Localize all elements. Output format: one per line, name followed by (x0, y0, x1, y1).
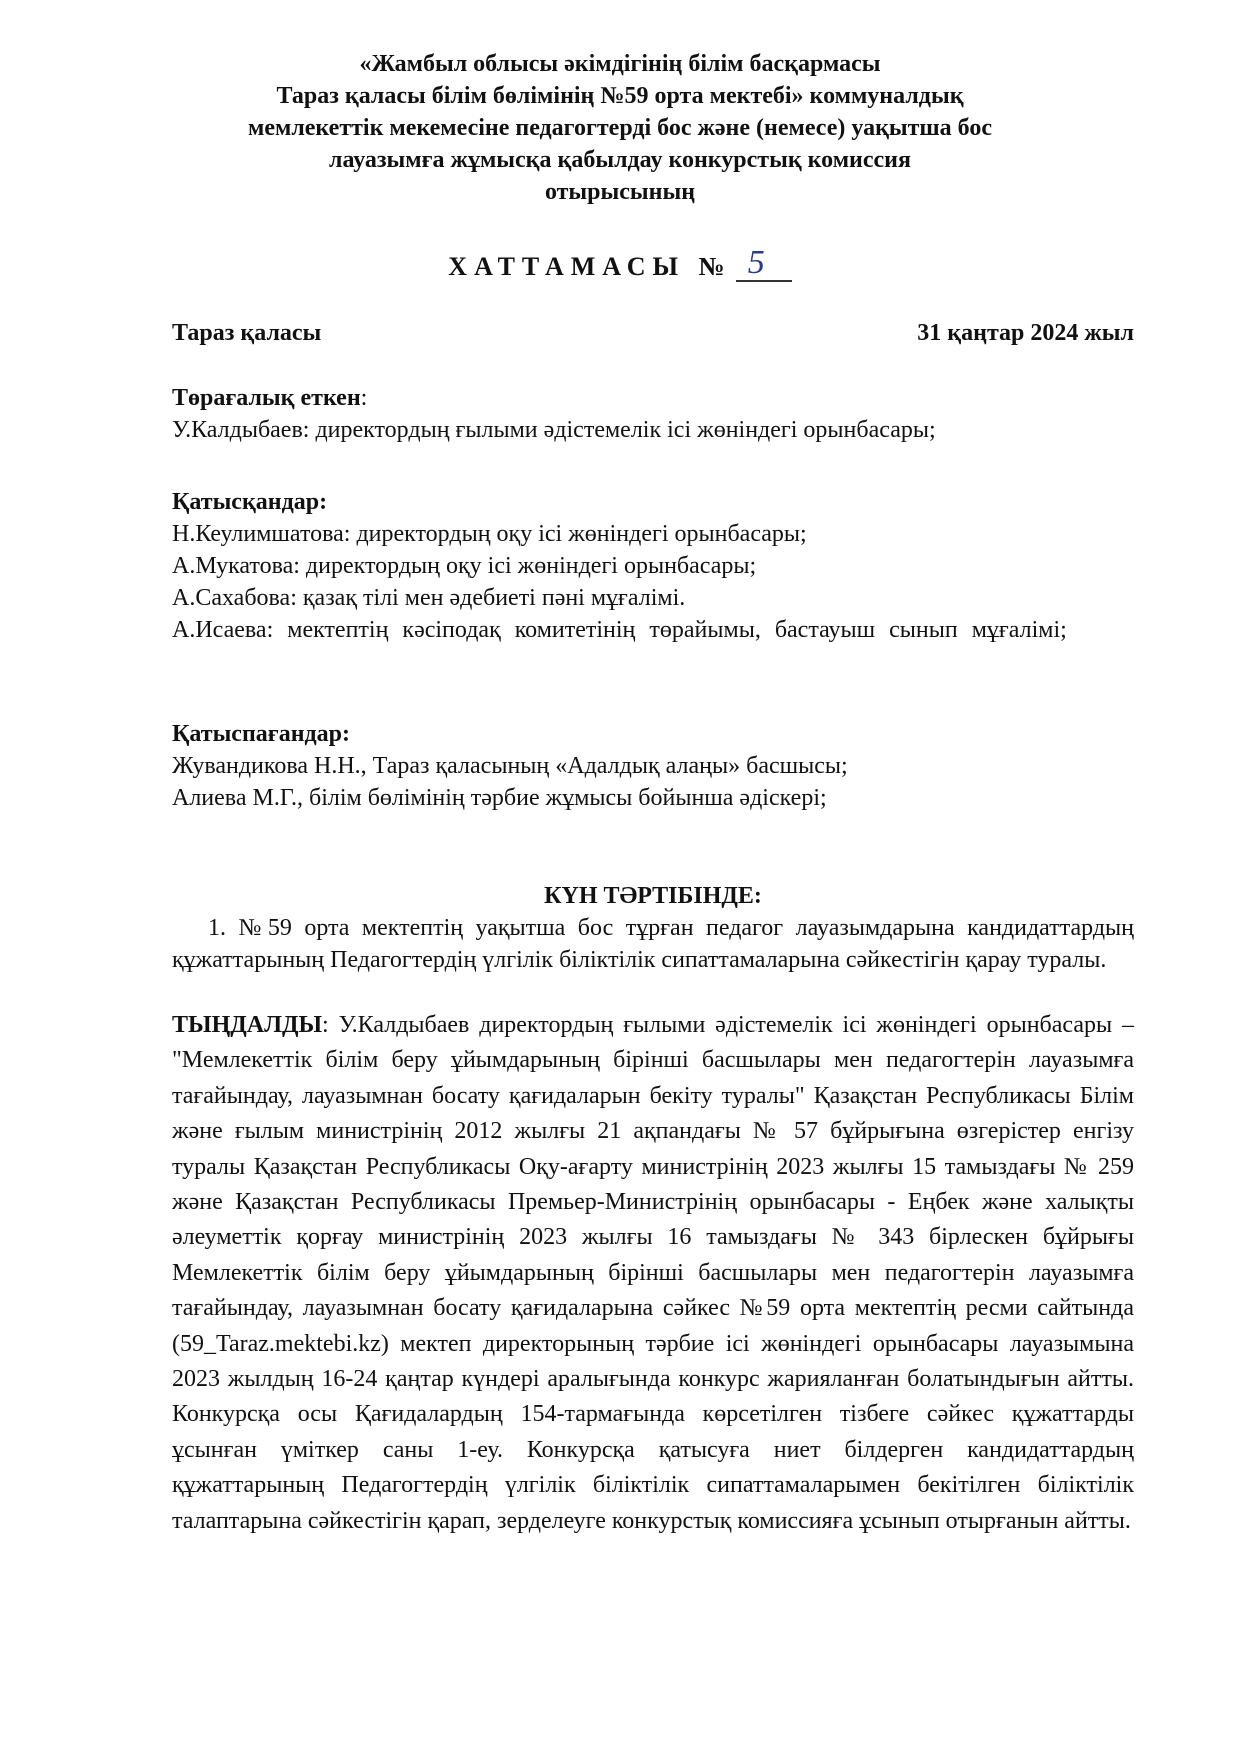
title-line: отырысының (544, 179, 696, 205)
attendee-item: А.Мукатова: директордың оқу ісі жөніндегі орынбасары; (172, 553, 757, 579)
attendee-item: А.Сахабова: қазақ тілі мен әдебиеті пәні мұғалімі. (172, 585, 686, 611)
attendee-item: Н.Кеулимшатова: директордың оқу ісі жөніндегі орынбасары; (172, 521, 807, 547)
chair-section (172, 382, 1134, 446)
title-line: «Жамбыл облысы әкімдігінің білім басқармасы (359, 51, 881, 77)
heard-colon: : (322, 1012, 329, 1038)
title-line: лауазымға жұмысқа қабылдау конкурстық комиссия (328, 147, 911, 173)
chair-colon: : (360, 385, 368, 411)
chair-heading: Төрағалық еткен (172, 385, 361, 411)
agenda-section (172, 880, 1134, 976)
chair-line: У.Калдыбаев: директордың ғылыми әдістемелік ісі жөніндегі орынбасары; (172, 417, 936, 443)
heard-label: ТЫҢДАЛДЫ (172, 1012, 323, 1038)
absent-heading: Қатыспағандар: (172, 721, 350, 747)
heard-text: У.Калдыбаев директордың ғылыми әдістемелік ісі жөніндегі орынбасары – "Мемлекеттік білім беру ұйымдарының бірінші басшылары мен педагогтерін лауазымға тағайындау, лауазымнан босату қағидаларын бекіту туралы" Қазақстан Республикасы Білім және ғылым министрінің 2012 жылғы 21 ақпандағы № 57 бұйрығына өзгерістер енгізу туралы Қазақстан Республикасы Оқу-ағарту министрінің 2023 жылғы 15 тамыздағы № 259 және Қазақстан Республикасы Премьер-Министрінің орынбасары - Еңбек және халықты әлеуметтік қорғау министрінің 2023 жылғы 16 тамыздағы № 343 бірлескен бұйрығы Мемлекеттік білім беру ұйымдарының бірінші басшылары мен педагогтерін лауазымға тағайындау, лауазымнан босату қағидаларына сәйкес №59 орта мектептің ресми сайтында (59_Taraz.mektebi.kz) мектеп директорының тәрбие ісі жөніндегі орынбасары лауазымына 2023 жылдың 16-24 қаңтар күндері аралығында конкурс жарияланған болатындығын айтты. Конкурсқа осы Қағидалардың 154-тармағында көрсетілген тізбеге сәйкес құжаттарды ұсынған үміткер саны 1-еу. Конкурсқа қатысуға ниет білдерген кандидаттардың құжаттарының Педагогтердің үлгілік біліктілік сипаттамаларымен бекітілген біліктілік талаптарына сәйкестігін қарап, зерделеуге конкурстық комиссияға ұсынып отырғанын айтты. (172, 1012, 1134, 1534)
attendees-heading: Қатысқандар: (172, 489, 328, 515)
attendees-section (172, 486, 1134, 646)
document-title (150, 48, 1090, 208)
attendee-item: А.Исаева: мектептің кәсіподақ комитетінің төрайымы, бастауыш сынып мұғалімі; (172, 617, 1067, 643)
heard-section (172, 1008, 1134, 1539)
protocol-number-line (736, 244, 792, 282)
title-line: Тараз қаласы білім бөлімінің №59 орта мектебі» коммуналдық (276, 83, 964, 109)
absent-item: Алиева М.Г., білім бөлімінің тәрбие жұмысы бойынша әдіскері; (172, 785, 827, 811)
agenda-item: 1. №59 орта мектептің уақытша бос тұрған педагог лауазымдарына кандидаттардың құжаттарының Педагогтердің үлгілік біліктілік сипаттамаларына сәйкестігін қарау туралы. (172, 915, 1134, 973)
meeting-date: 31 қаңтар 2024 жыл (917, 320, 1134, 346)
protocol-number: 5 (747, 244, 765, 281)
protocol-heading (0, 244, 1240, 282)
title-line: мемлекеттік мекемесіне педагогтерді бос және (немесе) уақытша бос (247, 115, 993, 141)
agenda-heading: КҮН ТӘРТІБІНДЕ: (544, 883, 762, 909)
absent-item: Жувандикова Н.Н., Тараз қаласының «Адалдық алаңы» басшысы; (172, 753, 848, 779)
absent-section (172, 718, 1134, 814)
meeting-place: Тараз қаласы (172, 320, 322, 346)
protocol-label: ХАТТАМАСЫ № (448, 252, 732, 281)
